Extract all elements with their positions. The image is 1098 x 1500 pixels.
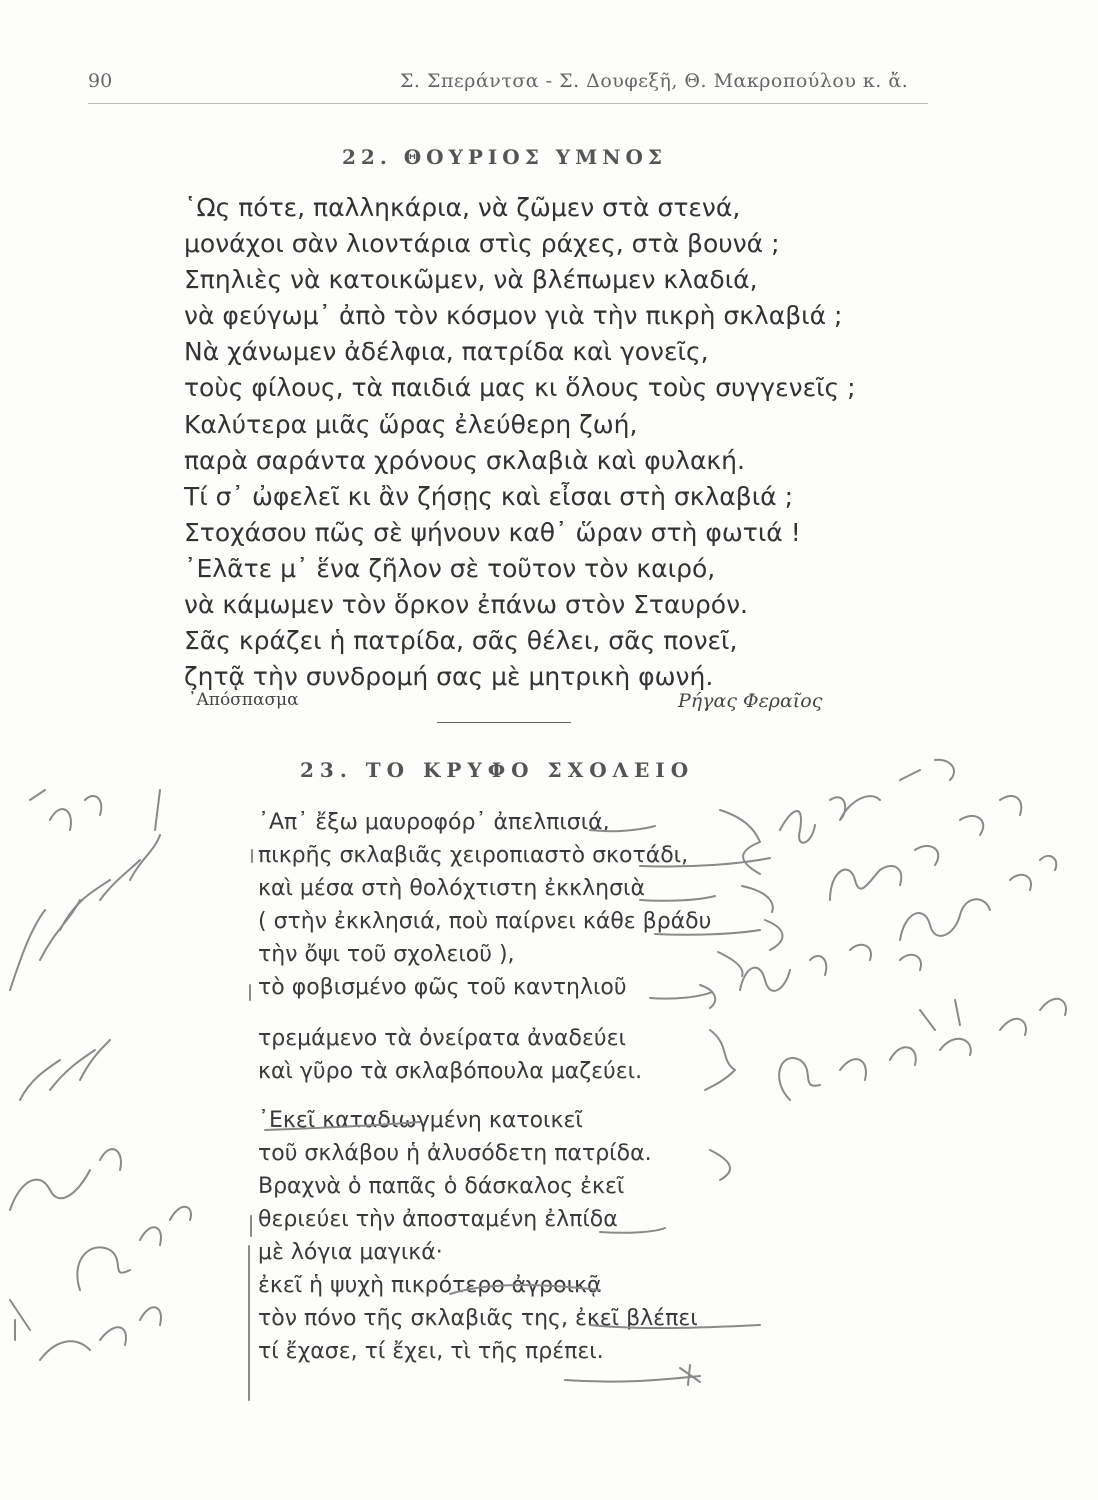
- poem-line: πικρῆς σκλαβιᾶς χειροπιαστὸ σκοτάδι,: [258, 843, 689, 868]
- poem-23-stanza-2: [258, 1022, 642, 1088]
- page-number: 90: [88, 70, 113, 92]
- poem-line: ῾Ως πότε, παλληκάρια, νὰ ζῶμεν στὰ στενά,: [184, 193, 741, 222]
- pencil-handwriting: [155, 790, 160, 830]
- pencil-bracket: [765, 920, 783, 950]
- pencil-handwriting: [779, 999, 1066, 1100]
- poem-author: Ρήγας Φεραῖος: [678, 690, 823, 712]
- poem-line: Νὰ χάνωμεν ἀδέλφια, πατρίδα καὶ γονεῖς,: [184, 337, 709, 367]
- pencil-handwriting: [780, 760, 954, 843]
- poem-23-stanza-1: [258, 806, 711, 1004]
- pencil-handwriting: [740, 945, 921, 991]
- poem-line: νὰ κάμωμεν τὸν ὅρκον ἐπάνω στὸν Σταυρόν.: [184, 590, 749, 620]
- poem-22-text: [184, 190, 856, 695]
- poem-line: ζητᾷ τὴν συνδρομή σας μὲ μητρικὴ φωνή.: [184, 662, 714, 692]
- poem-line: μὲ λόγια μαγικά·: [258, 1240, 443, 1265]
- poem-line: Τί σ᾽ ὠφελεῖ κι ἂν ζήσῃς καὶ εἶσαι στὴ σκλαβιά ;: [184, 481, 794, 511]
- poem-line: τὸν πόνο τῆς σκλαβιᾶς της, ἐκεῖ βλέπει: [258, 1306, 698, 1331]
- poem-line: ἐκεῖ ἡ ψυχὴ πικρότερο ἀγροικᾷ: [258, 1273, 602, 1298]
- header-rule: [88, 103, 928, 104]
- poem-line: Σᾶς κράζει ἡ πατρίδα, σᾶς θέλει, σᾶς πονεῖ,: [184, 626, 738, 656]
- poem-line: Καλύτερα μιᾶς ὥρας ἐλεύθερη ζωή,: [184, 409, 638, 439]
- poem-line: νὰ φεύγωμ᾽ ἀπὸ τὸν κόσμον γιὰ τὴν πικρὴ σκλαβιά ;: [184, 301, 843, 331]
- pencil-underline: [565, 1376, 700, 1382]
- pencil-handwriting: [77, 1207, 191, 1290]
- pencil-handwriting: [30, 790, 101, 830]
- poem-line: ᾽Απ᾽ ἔξω μαυροφόρ᾽ ἀπελπισιά,: [258, 810, 610, 835]
- poem-line: Βραχνὰ ὁ παπᾶς ὁ δάσκαλος ἐκεῖ: [258, 1174, 625, 1199]
- excerpt-note: ᾽Απόσπασμα: [188, 690, 299, 710]
- pencil-bracket: [718, 952, 743, 976]
- pencil-handwriting: [900, 856, 1056, 940]
- poem-23-title: 23. ΤΟ ΚΡΥΦΟ ΣΧΟΛΕΙΟ: [300, 758, 695, 782]
- pencil-mark: [680, 1365, 700, 1385]
- pencil-handwriting: [10, 1300, 161, 1360]
- pencil-bracket: [742, 886, 773, 912]
- poem-line: τρεμάμενο τὰ ὀνείρατα ἀναδεύει: [258, 1026, 626, 1051]
- pencil-bracket: [720, 810, 760, 874]
- pencil-handwriting: [20, 1040, 110, 1100]
- poem-line: τί ἔχασε, τί ἔχει, τὶ τῆς πρέπει.: [258, 1339, 604, 1364]
- poem-line: τὴν ὄψι τοῦ σχολειοῦ ),: [258, 942, 515, 967]
- poem-23-stanza-3: [258, 1104, 698, 1368]
- pencil-bracket: [710, 1150, 730, 1180]
- poem-line: καὶ γῦρο τὰ σκλαβόπουλα μαζεύει.: [258, 1059, 643, 1084]
- running-head: [88, 70, 928, 100]
- poem-line: ( στὴν ἐκκλησιά, ποὺ παίρνει κάθε βράδυ: [258, 909, 712, 934]
- poem-line: τοῦ σκλάβου ἡ ἀλυσόδετη πατρίδα.: [258, 1141, 652, 1166]
- poem-line: Στοχάσου πῶς σὲ ψήνουν καθ᾽ ὥραν στὴ φωτιά !: [184, 517, 801, 547]
- section-divider: [437, 722, 571, 723]
- pencil-handwriting: [10, 1149, 121, 1210]
- poem-line: μονάχοι σὰν λιοντάρια στὶς ράχες, στὰ βουνά ;: [184, 229, 780, 259]
- pencil-handwriting: [10, 835, 160, 990]
- poem-line: τὸ φοβισμένο φῶς τοῦ καντηλιοῦ: [258, 975, 627, 1000]
- poem-22-title: 22. ΘΟΥΡΙΟΣ ΥΜΝΟΣ: [342, 145, 668, 169]
- poem-line: ᾽Εκεῖ καταδιωγμένη κατοικεῖ: [258, 1108, 583, 1133]
- poem-line: τοὺς φίλους, τὰ παιδιά μας κι ὅλους τοὺς συγγενεῖς ;: [184, 373, 856, 403]
- poem-line: καὶ μέσα στὴ θολόχτιστη ἐκκλησιὰ: [258, 876, 645, 901]
- pencil-bracket: [705, 1030, 735, 1090]
- poem-line: Σπηλιὲς νὰ κατοικῶμεν, νὰ βλέπωμεν κλαδιά,: [184, 265, 758, 295]
- pencil-handwriting: [830, 796, 1021, 900]
- poem-line: ᾽Ελᾶτε μ᾽ ἕνα ζῆλον σὲ τοῦτον τὸν καιρό,: [184, 553, 716, 583]
- poem-line: παρὰ σαράντα χρόνους σκλαβιὰ καὶ φυλακή.: [184, 445, 745, 475]
- running-head-authors: Σ. Σπεράντσα - Σ. Δουφεξῆ, Θ. Μακροπούλου κ. ἄ.: [400, 70, 909, 92]
- poem-line: θεριεύει τὴν ἀποσταμένη ἐλπίδα: [258, 1207, 618, 1232]
